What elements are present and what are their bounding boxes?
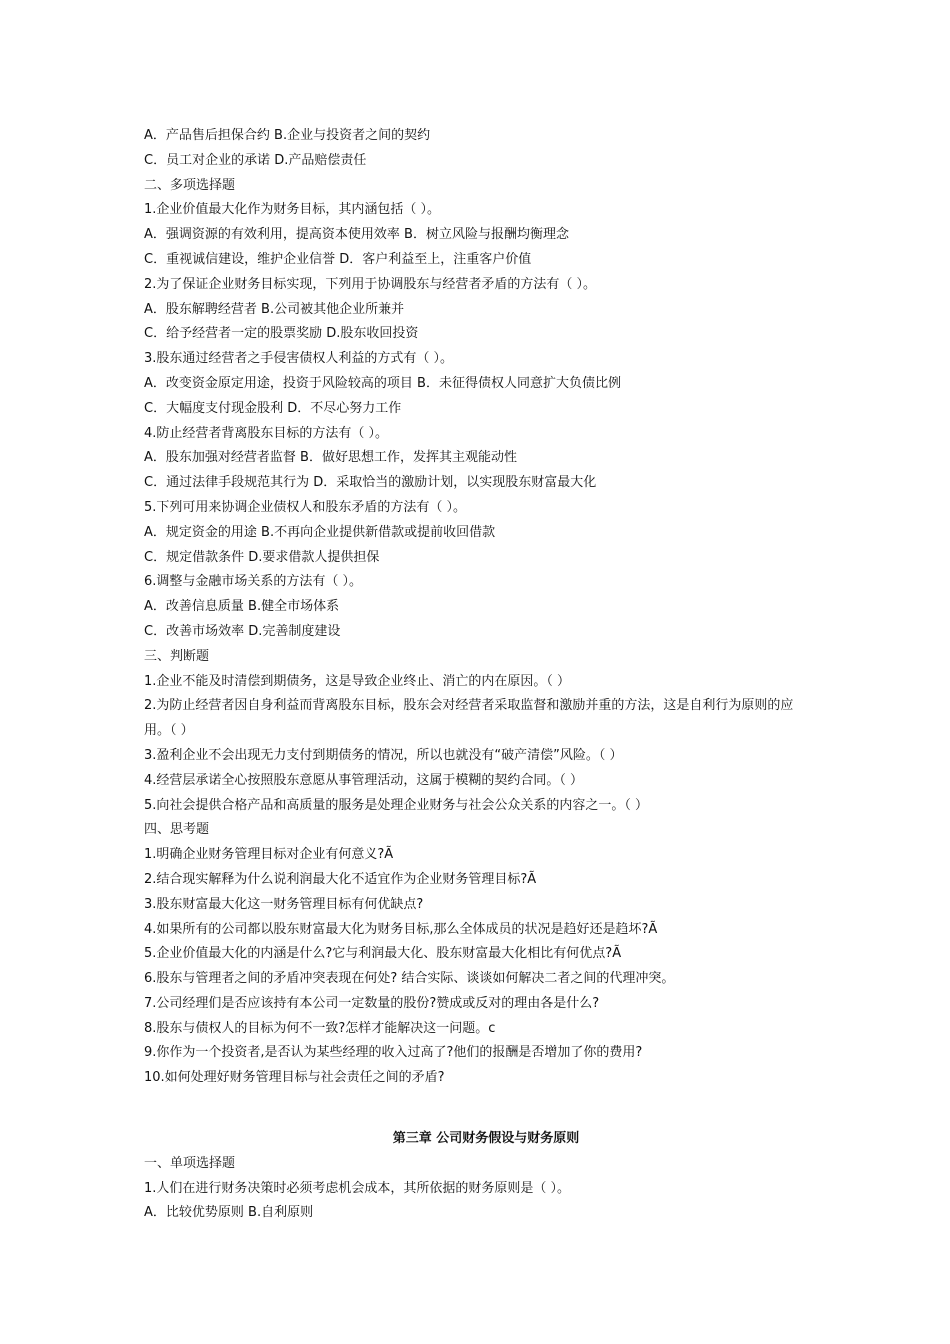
judgment-line: 4.经营层承诺全心按照股东意愿从事管理活动，这属于模糊的契约合同。（ ） [144,772,584,788]
option-line: A．规定资金的用途 B.不再向企业提供新借款或提前收回借款 [144,524,496,540]
option-line: A．比较优势原则 B.自利原则 [144,1205,314,1221]
question-line: 5.下列可用来协调企业债权人和股东矛盾的方法有（ ）。 [144,499,467,515]
question-line: 6.调整与金融市场关系的方法有（ ）。 [144,574,363,590]
option-line: A．产品售后担保合约 B.企业与投资者之间的契约 [144,128,431,143]
text-block-1 [144,124,814,1091]
judgment-line: 5.向社会提供合格产品和高质量的服务是处理企业财务与社会公众关系的内容之一。（ ） [144,797,649,813]
option-line: A．改变资金原定用途，投资于风险较高的项目 B．未征得债权人同意扩大负债比例 [144,375,621,391]
chapter-title: 第三章 公司财务假设与财务原则 [392,1131,580,1147]
thinking-question: 5.企业价值最大化的内涵是什么?它与利润最大化、股东财富最大化相比有何优点?Ã [144,946,622,962]
section-heading: 二、多项选择题 [144,177,236,193]
option-line: A．股东加强对经营者监督 B．做好思想工作，发挥其主观能动性 [144,450,517,466]
option-line: A．强调资源的有效利用，提高资本使用效率 B．树立风险与报酬均衡理念 [144,227,569,243]
option-line: A．股东解聘经营者 B.公司被其他企业所兼并 [144,301,405,317]
question-line: 2.为了保证企业财务目标实现，下列用于协调股东与经营者矛盾的方法有（ ）。 [144,276,597,292]
thinking-question: 6.股东与管理者之间的矛盾冲突表现在何处? 结合实际、谈谈如何解决二者之间的代理冲突。 [144,971,675,987]
option-line: C．大幅度支付现金股利 D．不尽心努力工作 [144,400,402,416]
section-heading: 三、判断题 [144,648,210,664]
judgment-line: 1.企业不能及时清偿到期债务，这是导致企业终止、消亡的内在原因。（ ） [144,673,571,689]
option-line: C．改善市场效率 D.完善制度建设 [144,623,341,639]
option-line: C．规定借款条件 D.要求借款人提供担保 [144,549,380,565]
thinking-question: 10.如何处理好财务管理目标与社会责任之间的矛盾? [144,1070,445,1086]
text-block-2 [144,1152,814,1226]
option-line: C．给予经营者一定的股票奖励 D.股东收回投资 [144,326,419,342]
question-line: 1.人们在进行财务决策时必须考虑机会成本，其所依据的财务原则是（ ）。 [144,1180,571,1196]
thinking-question: 2.结合现实解释为什么说利润最大化不适宜作为企业财务管理目标?Ã [144,871,537,887]
question-line: 1.企业价值最大化作为财务目标，其内涵包括（ ）。 [144,202,441,218]
option-line: C．员工对企业的承诺 D.产品赔偿责任 [144,152,367,168]
thinking-question: 1.明确企业财务管理目标对企业有何意义?Ã [144,847,394,863]
thinking-question: 3.股东财富最大化这一财务管理目标有何优缺点? [144,896,424,912]
judgment-line: 3.盈利企业不会出现无力支付到期债务的情况，所以也就没有“破产清偿”风险。（ ） [144,747,623,763]
section-heading: 一、单项选择题 [144,1155,236,1171]
question-line: 4.防止经营者背离股东目标的方法有（ ）。 [144,425,389,441]
document-page [144,124,814,1226]
judgment-line: 2.为防止经营者因自身利益而背离股东目标，股东会对经营者采取监督和激励并重的方法，这是自利行为原则的应用。（ ） [144,698,794,739]
option-line: A．改善信息质量 B.健全市场体系 [144,599,340,615]
option-line: C．重视诚信建设，维护企业信誉 D．客户利益至上，注重客户价值 [144,251,532,267]
thinking-question: 8.股东与债权人的目标为何不一致?怎样才能解决这一问题。ⅽ [144,1020,496,1036]
thinking-question: 7.公司经理们是否应该持有本公司一定数量的股份?赞成或反对的理由各是什么? [144,995,600,1011]
question-line: 3.股东通过经营者之手侵害债权人利益的方式有（ ）。 [144,351,454,367]
thinking-question: 9.你作为一个投资者,是否认为某些经理的收入过高了?他们的报酬是否增加了你的费用? [144,1045,643,1061]
option-line: C．通过法律手段规范其行为 D．采取恰当的激励计划，以实现股东财富最大化 [144,475,597,491]
spacer [144,1091,814,1127]
section-heading: 四、思考题 [144,822,210,838]
thinking-question: 4.如果所有的公司都以股东财富最大化为财务目标,那么全体成员的状况是趋好还是趋坏?Ã [144,921,658,937]
